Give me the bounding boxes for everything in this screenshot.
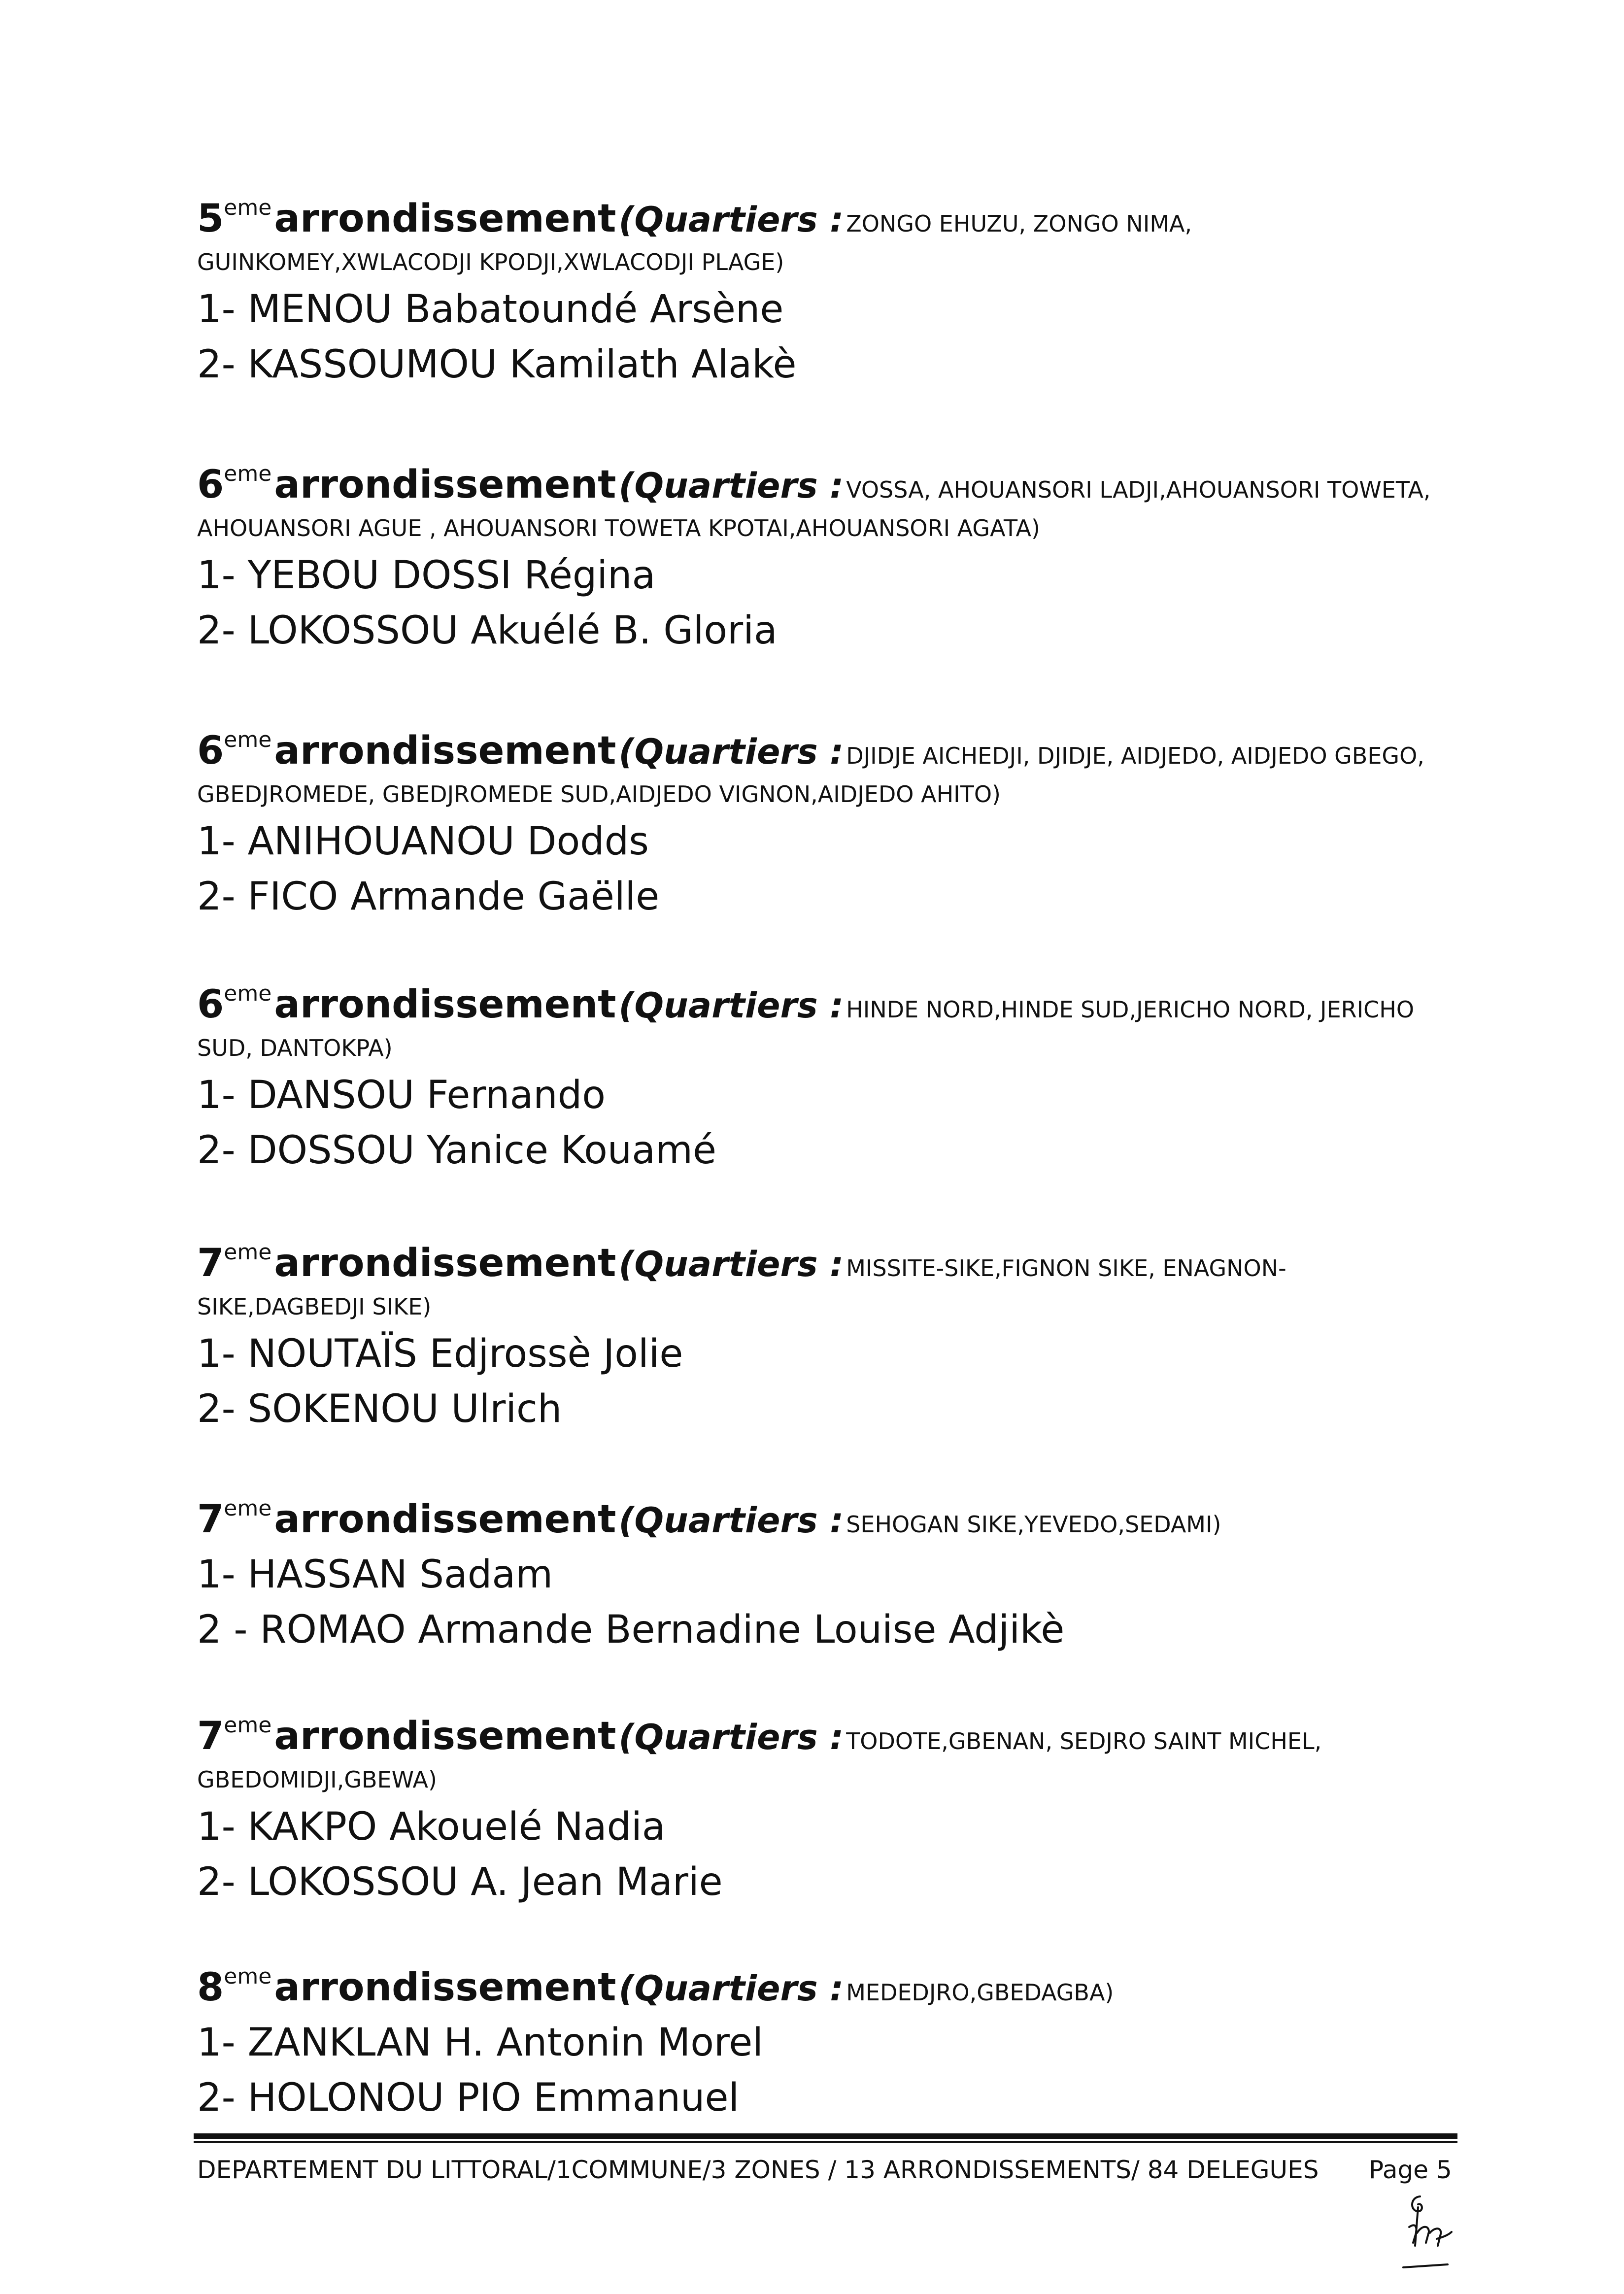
- arrondissement-section: [197, 727, 1458, 919]
- footer-rule-thin: [194, 2141, 1457, 2143]
- ordinal-suffix: eme: [224, 1240, 272, 1265]
- ordinal-suffix: eme: [224, 195, 272, 220]
- quartiers-label: Quartiers :: [634, 732, 844, 772]
- ordinal: 6: [197, 982, 224, 1027]
- footer-rule: [194, 2133, 1457, 2139]
- ordinal: 6: [197, 729, 224, 773]
- quartiers-list-continued: GBEDJROMEDE, GBEDJROMEDE SUD,AIDJEDO VIGNON,AIDJEDO AHITO): [197, 781, 1001, 808]
- ordinal-suffix: eme: [224, 727, 272, 752]
- quartiers-list: ZONGO EHUZU, ZONGO NIMA,: [846, 210, 1192, 237]
- delegate-item: 2- LOKOSSOU A. Jean Marie: [197, 1860, 723, 1904]
- signature-icon: [1389, 2188, 1463, 2276]
- ordinal-suffix: eme: [224, 1713, 272, 1738]
- quartiers-list: SEHOGAN SIKE,YEVEDO,SEDAMI): [846, 1511, 1221, 1538]
- quartiers-list-continued: SIKE,DAGBEDJI SIKE): [197, 1293, 432, 1320]
- section-title: arrondissement: [274, 982, 616, 1027]
- delegate-item: 2 - ROMAO Armande Bernadine Louise Adjikè: [197, 1608, 1065, 1652]
- quartiers-list-continued: AHOUANSORI AGUE , AHOUANSORI TOWETA KPOTAI,AHOUANSORI AGATA): [197, 515, 1040, 541]
- section-header: [197, 981, 1458, 1027]
- quartiers-label: Quartiers :: [634, 466, 844, 506]
- arrondissement-section: [197, 1496, 1458, 1652]
- section-title: arrondissement: [274, 729, 616, 773]
- arrondissement-section: [197, 461, 1458, 653]
- quartiers-label: Quartiers :: [634, 985, 844, 1026]
- quartiers-label: Quartiers :: [634, 1500, 844, 1541]
- delegate-item: 1- HASSAN Sadam: [197, 1552, 553, 1597]
- delegate-item: 1- YEBOU DOSSI Régina: [197, 553, 656, 598]
- delegate-item: 1- ANIHOUANOU Dodds: [197, 819, 649, 864]
- paren-open: (: [618, 1244, 635, 1284]
- arrondissement-section: [197, 1964, 1458, 2120]
- arrondissement-section: [197, 981, 1458, 1173]
- delegate-item: 1- DANSOU Fernando: [197, 1073, 606, 1117]
- section-header: [197, 1713, 1458, 1758]
- section-header: [197, 1240, 1458, 1285]
- arrondissement-section: [197, 1240, 1458, 1431]
- ordinal: 7: [197, 1714, 224, 1758]
- section-title: arrondissement: [274, 1241, 616, 1285]
- paren-open: (: [618, 732, 635, 772]
- delegate-item: 1- NOUTAÏS Edjrossè Jolie: [197, 1332, 683, 1376]
- delegate-item: 1- MENOU Babatoundé Arsène: [197, 287, 784, 332]
- ordinal-suffix: eme: [224, 1496, 272, 1521]
- quartiers-label: Quartiers :: [634, 200, 844, 240]
- delegate-item: 1- KAKPO Akouelé Nadia: [197, 1805, 666, 1849]
- ordinal: 5: [197, 197, 224, 241]
- paren-open: (: [618, 1500, 635, 1541]
- ordinal-suffix: eme: [224, 981, 272, 1006]
- ordinal-suffix: eme: [224, 1964, 272, 1989]
- quartiers-list: HINDE NORD,HINDE SUD,JERICHO NORD, JERICHO: [846, 996, 1415, 1023]
- quartiers-list-continued: SUD, DANTOKPA): [197, 1035, 393, 1061]
- section-header: [197, 1964, 1458, 2010]
- delegate-item: 2- KASSOUMOU Kamilath Alakè: [197, 342, 797, 387]
- delegate-item: 2- DOSSOU Yanice Kouamé: [197, 1128, 716, 1173]
- section-header: [197, 1496, 1458, 1542]
- arrondissement-section: [197, 1713, 1458, 1904]
- quartiers-list: MEDEDJRO,GBEDAGBA): [846, 1979, 1114, 2006]
- delegate-item: 2- LOKOSSOU Akuélé B. Gloria: [197, 608, 778, 653]
- paren-open: (: [618, 1717, 635, 1757]
- paren-open: (: [618, 1968, 635, 2009]
- section-header: [197, 195, 1458, 241]
- quartiers-label: Quartiers :: [634, 1968, 844, 2009]
- ordinal-suffix: eme: [224, 461, 272, 486]
- quartiers-label: Quartiers :: [634, 1717, 844, 1757]
- paren-open: (: [618, 985, 635, 1026]
- ordinal: 7: [197, 1241, 224, 1285]
- ordinal: 8: [197, 1965, 224, 2010]
- arrondissement-section: [197, 195, 1458, 387]
- page-number: Page 5: [1369, 2156, 1452, 2184]
- delegate-item: 1- ZANKLAN H. Antonin Morel: [197, 2021, 763, 2065]
- quartiers-list-continued: GUINKOMEY,XWLACODJI KPODJI,XWLACODJI PLAGE): [197, 249, 784, 275]
- quartiers-label: Quartiers :: [634, 1244, 844, 1284]
- ordinal: 7: [197, 1497, 224, 1542]
- delegate-item: 2- FICO Armande Gaëlle: [197, 875, 660, 919]
- delegate-item: 2- SOKENOU Ulrich: [197, 1387, 562, 1431]
- quartiers-list-continued: GBEDOMIDJI,GBEWA): [197, 1766, 437, 1793]
- paren-open: (: [618, 466, 635, 506]
- section-title: arrondissement: [274, 1497, 616, 1542]
- footer-text: DEPARTEMENT DU LITTORAL/1COMMUNE/3 ZONES / 13 ARRONDISSEMENTS/ 84 DELEGUES: [197, 2156, 1319, 2184]
- section-header: [197, 727, 1458, 773]
- section-title: arrondissement: [274, 197, 616, 241]
- paren-open: (: [618, 200, 635, 240]
- section-title: arrondissement: [274, 463, 616, 507]
- section-title: arrondissement: [274, 1714, 616, 1758]
- quartiers-list: TODOTE,GBENAN, SEDJRO SAINT MICHEL,: [846, 1728, 1322, 1754]
- delegate-item: 2- HOLONOU PIO Emmanuel: [197, 2076, 740, 2120]
- ordinal: 6: [197, 463, 224, 507]
- quartiers-list: MISSITE-SIKE,FIGNON SIKE, ENAGNON-: [846, 1255, 1286, 1282]
- section-header: [197, 461, 1458, 507]
- section-title: arrondissement: [274, 1965, 616, 2010]
- quartiers-list: VOSSA, AHOUANSORI LADJI,AHOUANSORI TOWETA,: [846, 476, 1431, 503]
- quartiers-list: DJIDJE AICHEDJI, DJIDJE, AIDJEDO, AIDJEDO GBEGO,: [846, 742, 1424, 769]
